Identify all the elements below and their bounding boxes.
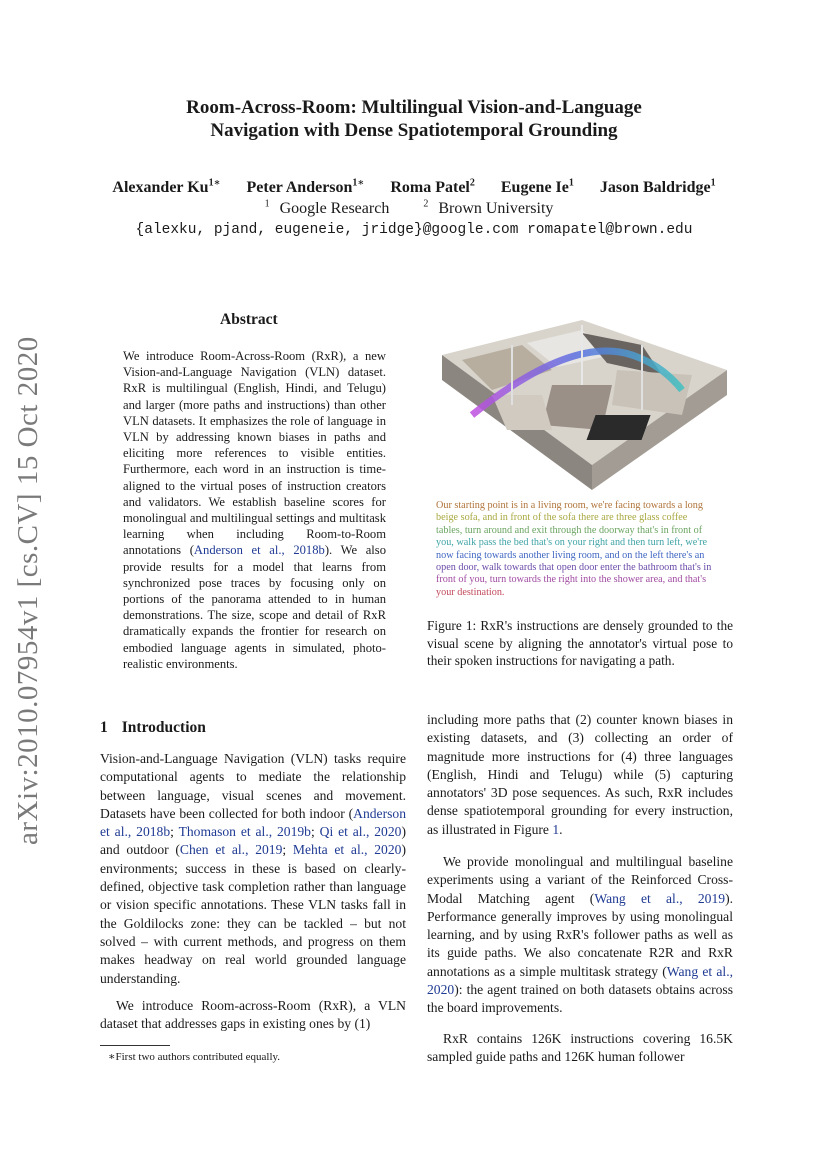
author: Peter Anderson$^{1∗}$: [246, 177, 365, 196]
figure-instruction-text: Our starting point is in a living room, we're facing towards a long beige sofa, and in front of the sofa there are three glass coffee tables, turn around and exit through the doorway that's in front of you, walk pass the bed that's on your right and then turn left, we're now facing towards another living room, and on the left there's an open door, walk towards that open door enter the bathroom that's in front of you, turn towards the right into the shower area, and that's your destination.: [436, 500, 712, 598]
citation-link[interactable]: Chen et al., 2019: [179, 842, 283, 858]
abstract-heading: Abstract: [220, 311, 278, 328]
citation-link[interactable]: Wang et al., 2020: [427, 963, 733, 998]
intro-paragraph-4: We provide monolingual and multilingual baseline experiments using a variant of the Reinforced Cross-Modal Matching agent (Wang et al., 2019). Performance generally improves by using monolingual learning, and by using RxR's follower paths as well as its guide paths. We also concatenate R2R and RxR annotations as a simple multitask strategy (Wang et al., 2020): the agent trained on both datasets obtains across the board improvements.: [427, 854, 734, 1016]
citation-link[interactable]: Anderson et al., 2018b: [100, 805, 406, 840]
citation-link[interactable]: Qi et al., 2020: [319, 824, 402, 840]
author: Alexander $Ku^{1∗}$: [112, 177, 221, 196]
affiliation: $^2$ Brown University: [423, 198, 554, 217]
author-emails: {alexku, pjand, eugeneie, jridge}@google.com romapatel@brown.edu: [135, 222, 693, 238]
figure-ref-link[interactable]: 1: [552, 821, 560, 837]
intro-paragraph-5: RxR contains 126K instructions covering 16.5K sampled guide paths and 126K human follower: [427, 1031, 733, 1065]
intro-paragraph-3: including more paths that (2) counter known biases in existing datasets, and (3) collecting an order of magnitude more instructions for (4) three languages (English, Hindi and Telugu) while (5) capturing annotators' 3D pose sequences. As such, RxR includes dense spatiotemporal grounding for every instruction, as illustrated in Figure 1.: [427, 712, 733, 837]
arxiv-stamp: arXiv:2010.07954v1 [cs.CV] 15 Oct 2020: [12, 336, 44, 845]
footnote-rule: [100, 1045, 170, 1046]
citation-link[interactable]: Anderson et al., 2018b: [193, 543, 325, 558]
abstract-text: We introduce Room-Across-Room (RxR), a new Vision-and-Language Navigation (VLN) dataset. RxR is multilingual (English, Hindi, and Telugu) and larger (more paths and instructions) than other VLN datasets. It emphasizes the role of language in VLN by addressing known biases in paths and eliciting more references to visible entities. Furthermore, each word in an instruction is time-aligned to the virtual poses of instruction creators and validators. We establish baseline scores for monolingual and multilingual settings and multitask learning when including Room-to-Room annotations (Anderson et al., 2018b). We also provide results for a model that learns from synchronized pose traces by focusing only on portions of the panorama attended to in human demonstrations. The size, scope and detail of RxR dramatically expands the frontier for research on embodied language agents in simulated, photo-realistic environments.: [123, 349, 387, 671]
footnote: ∗First two authors contributed equally.: [108, 1051, 281, 1063]
section-heading: 1 Introduction: [100, 719, 206, 736]
author: Roma Patel$^2$: [390, 177, 475, 196]
citation-link[interactable]: Mehta et al., 2020: [292, 842, 402, 858]
intro-paragraph-1: Vision-and-Language Navigation (VLN) tasks require computational agents to mediate the relationship between language, visual scenes and movement. Datasets have been collected for both indoor (Anderson et al., 2018b; Thomason et al., 2019b; Qi et al., 2020) and outdoor (Chen et al., 2019; Mehta et al., 2020) environments; success in these is based on clearly-defined, objective task completion rather than language or vision specific annotations. These VLN tasks fall in the Goldilocks zone: they can be tackled – but not solved – with current methods, and progress on them makes headway on real world grounded language understanding.: [100, 751, 406, 986]
paper-title: Room-Across-Room: Multilingual Vision-and-Language Navigation with Dense Spatiotemporal Grounding: [186, 97, 642, 141]
affiliations: [0, 199, 828, 219]
figure-3d-floorplan: [432, 315, 732, 495]
author: Eugene Ie$^1$: [500, 177, 574, 196]
figure-caption: Figure 1: RxR's instructions are densely grounded to the visual scene by aligning the annotator's virtual pose to their spoken instructions for navigating a path.: [427, 618, 733, 668]
citation-link[interactable]: Thomason et al., 2019b: [178, 824, 311, 840]
author-list: [0, 178, 828, 198]
citation-link[interactable]: Wang et al., 2019: [594, 890, 726, 906]
intro-paragraph-2: We introduce Room-across-Room (RxR), a VLN dataset that addresses gaps in existing ones by (1): [100, 998, 406, 1032]
affiliation: $^1$ Google Research: [264, 198, 390, 217]
author: Jason Baldridge$^1$: [599, 177, 716, 196]
